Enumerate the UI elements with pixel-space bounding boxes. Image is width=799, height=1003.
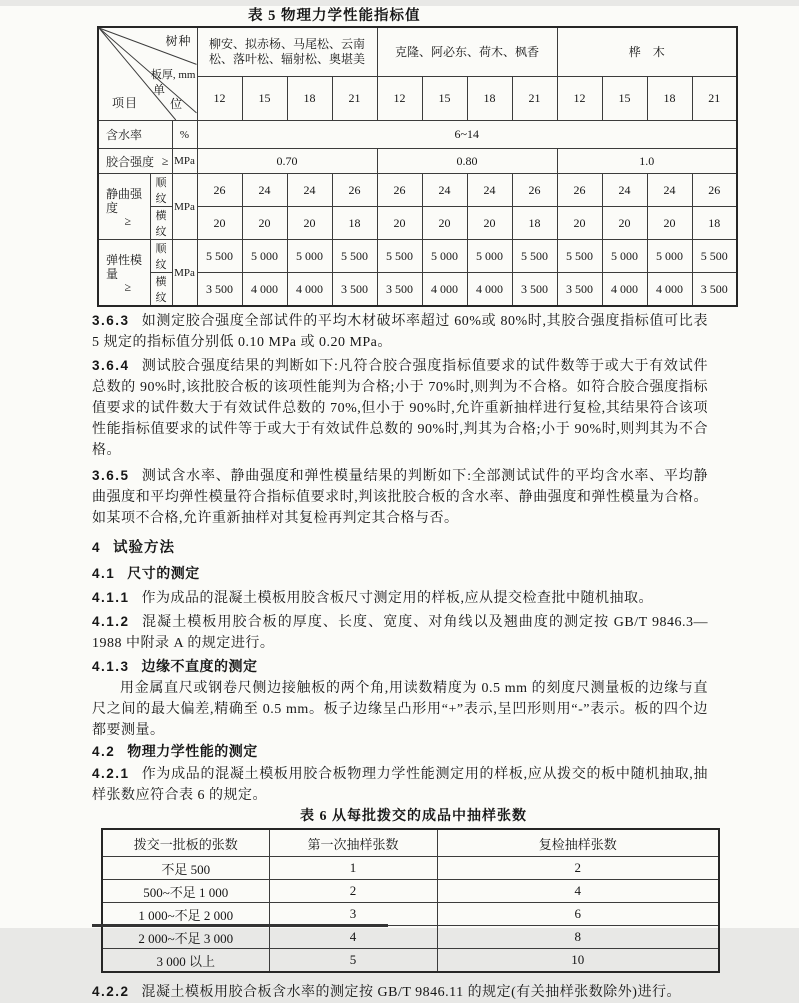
- paragraph-text: 用金属直尺或钢卷尺侧边接触板的两个角,用读数精度为 0.5 mm 的刻度尺测量板的边缘与直尺之间的最大偏差,精确至 0.5 mm。板子边缘呈凸形用“+”表示,呈凹形则用“-”表示。板的四个边都要测量。: [92, 681, 708, 738]
- t5-static-bending-parallel-row: [98, 174, 737, 207]
- value-cell: 20: [647, 207, 692, 240]
- t6-cell: 4: [269, 926, 437, 949]
- grain-label-perpendicular: 横纹: [150, 207, 172, 240]
- value-cell: 24: [467, 174, 512, 207]
- value-cell: 4 000: [647, 273, 692, 307]
- section-title: 试验方法: [113, 540, 176, 556]
- value-cell: 26: [377, 174, 422, 207]
- bond-strength-label: 胶合强度: [106, 154, 155, 169]
- thickness-cell: 21: [512, 77, 557, 121]
- t6-row: [102, 880, 719, 903]
- thickness-cell: 12: [197, 77, 242, 121]
- grain-label-parallel: 顺纹: [150, 174, 172, 207]
- clause-number: 4.2: [92, 744, 116, 759]
- clause-4-1-1: [92, 587, 708, 609]
- value-cell: 18: [692, 207, 737, 240]
- value-cell: 3 500: [557, 273, 602, 307]
- clause-heading-text: 尺寸的测定: [127, 567, 200, 582]
- value-cell: 5 000: [602, 240, 647, 273]
- thickness-cell: 15: [602, 77, 647, 121]
- value-cell: 20: [197, 207, 242, 240]
- thickness-cell: 21: [332, 77, 377, 121]
- value-cell: 26: [197, 174, 242, 207]
- t6-row: [102, 903, 719, 926]
- value-cell: 20: [242, 207, 287, 240]
- clause-text: 混凝土模板用胶合板含水率的测定按 GB/T 9846.11 的规定(有关抽样张数除外)进行。: [141, 985, 681, 1000]
- value-cell: 18: [332, 207, 377, 240]
- thickness-cell: 18: [467, 77, 512, 121]
- table5-title: 表 5 物理力学性能指标值: [248, 8, 421, 24]
- clause-number: 4.2.2: [92, 984, 130, 999]
- clause-number: 3.6.3: [92, 313, 130, 328]
- value-cell: 26: [692, 174, 737, 207]
- t6-cell: 10: [437, 949, 719, 973]
- value-cell: 24: [647, 174, 692, 207]
- clause-number: 3.6.5: [92, 468, 130, 483]
- unit-cell: %: [172, 121, 197, 149]
- value-cell: 4 000: [287, 273, 332, 307]
- thickness-cell: 18: [647, 77, 692, 121]
- t6-cell: 8: [437, 926, 719, 949]
- ge-symbol: ≥: [124, 279, 132, 294]
- value-cell: 5 500: [692, 240, 737, 273]
- t6-header-row: [102, 829, 719, 857]
- t6-cell: 2: [269, 880, 437, 903]
- value-cell: 5 500: [197, 240, 242, 273]
- species-group-3: 桦 木: [557, 27, 737, 77]
- clause-number: 4.1: [92, 566, 116, 581]
- thickness-cell: 15: [242, 77, 287, 121]
- clause-text: 作为成品的混凝土模板用胶含板尺寸测定用的样板,应从提交检查批中随机抽取。: [141, 591, 654, 606]
- species-group-2: 克隆、阿必东、荷木、枫香: [377, 27, 557, 77]
- table6-title: 表 6 从每批拨交的成品中抽样张数: [300, 809, 527, 824]
- moisture-value: 6~14: [197, 121, 737, 149]
- clause-text: 如测定胶合强度全部试件的平均木材破坏率超过 60%或 80%时,其胶合强度指标值可比表 5 规定的指标值分别低 0.10 MPa 或 0.20 MPa。: [92, 314, 708, 350]
- t6-cell: 6: [437, 903, 719, 926]
- clause-text: 作为成品的混凝土模板用胶合板物理力学性能测定用的样板,应从拨交的板中随机抽取,抽样张数应符合表 6 的规定。: [92, 767, 708, 803]
- heading-section-4: [92, 537, 708, 559]
- t6-header-first-sample: 第一次抽样张数: [269, 829, 437, 857]
- t6-cell: 5: [269, 949, 437, 973]
- value-cell: 26: [557, 174, 602, 207]
- clause-number: 4.1.1: [92, 590, 130, 605]
- bond-value-cell: 1.0: [557, 149, 737, 174]
- value-cell: 3 500: [332, 273, 377, 307]
- thickness-cell: 15: [422, 77, 467, 121]
- value-cell: 5 500: [512, 240, 557, 273]
- row-label-elastic-modulus: [98, 240, 150, 307]
- clause-4-1-2: [92, 611, 708, 654]
- t6-cell: 4: [437, 880, 719, 903]
- thickness-cell: 18: [287, 77, 332, 121]
- elastic-modulus-label: 弹性模量: [106, 252, 143, 281]
- row-label-bond-strength: [98, 149, 172, 174]
- t5-moisture-row: [98, 121, 737, 149]
- ge-symbol: ≥: [161, 153, 169, 168]
- value-cell: 5 000: [422, 240, 467, 273]
- value-cell: 24: [242, 174, 287, 207]
- clause-4-2-2: [92, 981, 708, 1003]
- t6-header-batch-size: 拨交一批板的张数: [102, 829, 269, 857]
- corner-label-thickness: 板厚, mm: [150, 69, 196, 81]
- value-cell: 20: [422, 207, 467, 240]
- value-cell: 4 000: [602, 273, 647, 307]
- thickness-cell: 12: [557, 77, 602, 121]
- clause-number: 4.2.1: [92, 766, 130, 781]
- t6-cell: 500~不足 1 000: [102, 880, 269, 903]
- corner-label-species: 树种: [165, 34, 192, 48]
- ge-symbol: ≥: [124, 213, 132, 228]
- static-bending-label: 静曲强度: [106, 186, 143, 215]
- value-cell: 5 500: [557, 240, 602, 273]
- value-cell: 5 000: [242, 240, 287, 273]
- t6-cell: 3: [269, 903, 437, 926]
- value-cell: 18: [512, 207, 557, 240]
- value-cell: 20: [287, 207, 332, 240]
- heading-4-1: [92, 563, 708, 585]
- grain-label-perpendicular: 横纹: [150, 273, 172, 307]
- value-cell: 5 000: [287, 240, 332, 273]
- t6-cell: 2: [437, 857, 719, 880]
- clause-text: 测试胶合强度结果的判断如下:凡符合胶合强度指标值要求的试件数等于或大于有效试件总数的 90%时,该批胶合板的该项性能判为合格;小于 70%时,则判为不合格。如符合胶合强度指标值要求的试件数大于有效试件总数的 70%,但小于 90%时,允许重新抽样进行复检,其结果符合该项性能指标值要求的试件等于或大于有效试件总数的 90%时,判其为合格;小于 90%时,则判其为不合格。: [92, 359, 708, 458]
- grain-label-parallel: 顺纹: [150, 240, 172, 273]
- clause-3-6-4: [92, 355, 708, 461]
- clause-3-6-3: [92, 310, 708, 353]
- t5-species-row: [98, 27, 737, 77]
- value-cell: 5 000: [647, 240, 692, 273]
- t6-row: [102, 926, 719, 949]
- value-cell: 3 500: [197, 273, 242, 307]
- value-cell: 4 000: [422, 273, 467, 307]
- clause-4-2-1: [92, 763, 708, 806]
- t6-cell: 1 000~不足 2 000: [102, 903, 269, 926]
- value-cell: 5 500: [377, 240, 422, 273]
- t5-elastic-modulus-parallel-row: [98, 240, 737, 273]
- value-cell: 3 500: [512, 273, 557, 307]
- value-cell: 5 500: [332, 240, 377, 273]
- value-cell: 20: [467, 207, 512, 240]
- corner-label-item: 项目: [112, 96, 139, 110]
- corner-label-unit-1: 单: [153, 83, 167, 97]
- heading-4-1-3: [92, 656, 708, 678]
- clause-heading-text: 物理力学性能的测定: [127, 745, 258, 760]
- section-number: 4: [92, 540, 102, 555]
- t5-bond-strength-row: [98, 149, 737, 174]
- t5-diagonal-header-cell: [98, 27, 197, 121]
- bond-value-cell: 0.70: [197, 149, 377, 174]
- value-cell: 26: [332, 174, 377, 207]
- value-cell: 20: [557, 207, 602, 240]
- clause-heading-text: 边缘不直度的测定: [141, 660, 258, 675]
- value-cell: 4 000: [467, 273, 512, 307]
- clause-number: 4.1.3: [92, 659, 130, 674]
- unit-cell: MPa: [172, 174, 197, 240]
- thickness-cell: 12: [377, 77, 422, 121]
- row-label-moisture: 含水率: [98, 121, 172, 149]
- t6-cell: 不足 500: [102, 857, 269, 880]
- heading-4-2: [92, 741, 708, 763]
- clause-number: 4.1.2: [92, 614, 130, 629]
- value-cell: 26: [512, 174, 557, 207]
- t6-row: [102, 949, 719, 973]
- t6-row: [102, 857, 719, 880]
- value-cell: 20: [602, 207, 647, 240]
- value-cell: 20: [377, 207, 422, 240]
- t6-header-recheck-sample: 复检抽样张数: [437, 829, 719, 857]
- t6-cell: 2 000~不足 3 000: [102, 926, 269, 949]
- clause-3-6-5: [92, 465, 708, 529]
- unit-cell: MPa: [172, 240, 197, 307]
- value-cell: 24: [287, 174, 332, 207]
- clause-number: 3.6.4: [92, 358, 130, 373]
- table5: [97, 26, 738, 307]
- paragraph-4-1-3-body: [92, 678, 708, 741]
- clause-text: 测试含水率、静曲强度和弹性模量结果的判断如下:全部测试试件的平均含水率、平均静曲强度和平均弹性模量符合指标值要求时,判该批胶合板的含水率、静曲强度和弹性模量为合格。如某项不合格,允许重新抽样对其复检再判定其合格与否。: [92, 469, 708, 526]
- value-cell: 24: [422, 174, 467, 207]
- value-cell: 24: [602, 174, 647, 207]
- t6-cell: 1: [269, 857, 437, 880]
- value-cell: 5 000: [467, 240, 512, 273]
- scanned-standard-page: [0, 6, 799, 1000]
- value-cell: 4 000: [242, 273, 287, 307]
- species-group-1: 柳安、拟赤杨、马尾松、云南松、落叶松、辐射松、奥堪美: [197, 27, 377, 77]
- value-cell: 3 500: [692, 273, 737, 307]
- page-content: [0, 6, 799, 1003]
- scan-artifact-line: [92, 924, 388, 927]
- table6: [101, 828, 720, 973]
- corner-label-unit-2: 位: [170, 97, 184, 111]
- thickness-cell: 21: [692, 77, 737, 121]
- unit-cell: MPa: [172, 149, 197, 174]
- clause-text: 混凝土模板用胶合板的厚度、长度、宽度、对角线以及翘曲度的测定按 GB/T 9846.3—1988 中附录 A 的规定进行。: [92, 615, 708, 651]
- value-cell: 3 500: [377, 273, 422, 307]
- t6-cell: 3 000 以上: [102, 949, 269, 973]
- bond-value-cell: 0.80: [377, 149, 557, 174]
- row-label-static-bending: [98, 174, 150, 240]
